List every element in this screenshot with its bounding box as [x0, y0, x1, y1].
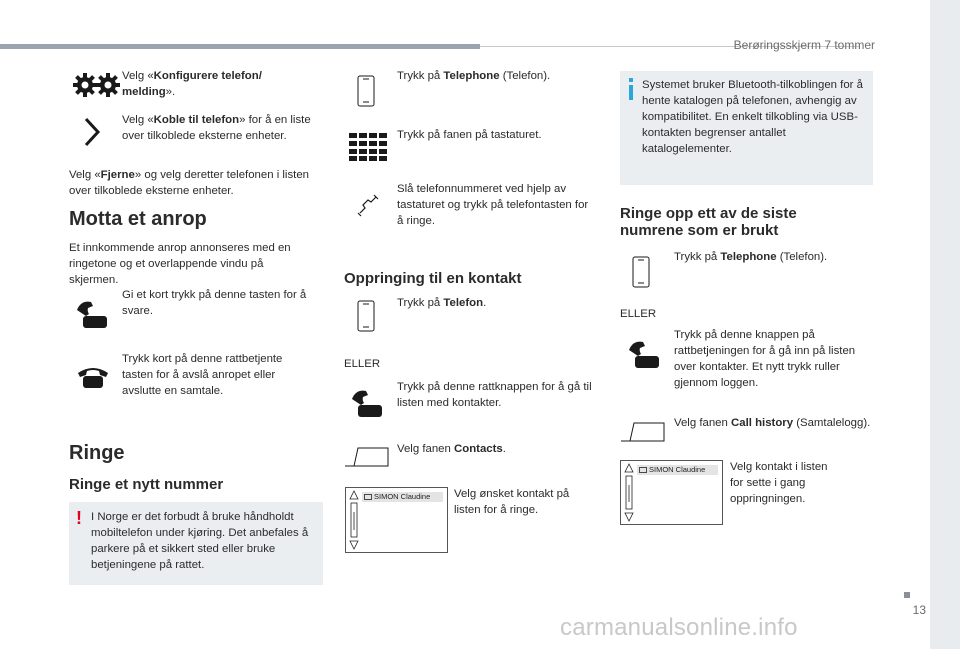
receive-call-heading: Motta et anrop: [69, 208, 207, 230]
dial-number-text: Slå telefonnummeret ved hjelp av tastaturet og trykk på telefontasten for å ringe.: [397, 183, 589, 227]
tab-shape-icon: [620, 422, 666, 442]
keypad-tab-text: Trykk på fanen på tastaturet.: [397, 129, 542, 141]
or-label: ELLER: [344, 358, 381, 370]
warning-note: [69, 502, 323, 585]
receive-call-text: Et innkommende anrop annonseres med en ringetone og et overlappende vindu på skjermen.: [69, 242, 291, 286]
warning-text: I Norge er det forbudt å bruke håndholdt mobiltelefon under kjøring. Det anbefales å parkere på et sikkert sted eller bruke betjeningene på rattet.: [91, 511, 309, 571]
hang-up-phone-icon: [76, 365, 110, 389]
steering-phone-icon: [627, 338, 661, 370]
contact-list-screen: [345, 487, 448, 553]
scrollbar: [623, 463, 635, 522]
smartphone-icon: [357, 300, 375, 332]
keypad-icon: [349, 133, 387, 161]
contact-card-icon: [639, 467, 647, 473]
configure-phone-text: Velg «Konfigurere telefon/ melding».: [122, 70, 262, 98]
info-text: Systemet bruker Bluetooth-tilkoblingen for å hente katalogen på telefonen, avhengig av kompatibilitet. En enkelt tilkobling via USB-kontakten begrenser antallet katalogelementer.: [642, 79, 863, 155]
contact-list-item: SIMON Claudine: [362, 492, 443, 502]
header-title: Berøringsskjerm 7 tommer: [733, 38, 875, 52]
page-number: 13: [912, 603, 926, 617]
tab-shape-icon: [344, 447, 390, 467]
wheel-history-text: Trykk på denne knappen på rattbetjeningen for å gå inn på listen over kontakter. Et nytt trykk ruller gjennom loggen.: [674, 329, 856, 389]
info-icon: [627, 78, 635, 100]
select-contact-text: Velg ønsket kontakt på listen for å ringe.: [454, 488, 570, 516]
answer-call-text: Gi et kort trykk på denne tasten for å svare.: [122, 289, 307, 317]
contact-card-icon: [364, 494, 372, 500]
settings-gears-icon: [72, 72, 122, 98]
smartphone-icon: [357, 75, 375, 107]
contact-call-heading: Oppringing til en kontakt: [344, 270, 522, 287]
steering-phone-icon: [350, 387, 384, 419]
new-number-heading: Ringe et nytt nummer: [69, 476, 224, 493]
reject-call-text: Trykk kort på denne rattbetjente tasten for å avslå anropet eller avslutte en samtale.: [122, 353, 283, 397]
scrollbar: [348, 490, 360, 550]
history-tab-text: Velg fanen Call history (Samtalelogg).: [674, 417, 871, 429]
press-telephone-text-2: Trykk på Telephone (Telefon).: [674, 251, 828, 263]
remove-phone-text: Velg «Fjerne» og velg deretter telefonen i listen over tilkoblede eksterne enheter.: [69, 169, 309, 197]
connect-phone-text: Velg «Koble til telefon» for å en liste over tilkoblede eksterne enheter.: [122, 114, 311, 142]
watermark: carmanualsonline.info: [560, 614, 798, 641]
answer-phone-icon: [75, 298, 109, 330]
chevron-right-icon: [83, 117, 101, 147]
info-note: [620, 71, 873, 185]
continued-marker: [904, 592, 910, 598]
press-telephone-text: Trykk på Telephone (Telefon).: [397, 70, 551, 82]
side-strip: [930, 0, 960, 649]
history-list-screen: [620, 460, 723, 525]
select-history-contact-text: Velg kontakt i listen for sette i gang oppringningen.: [730, 461, 828, 505]
smartphone-icon: [632, 256, 650, 288]
recent-numbers-heading: Ringe opp ett av de siste numrene som er brukt: [620, 205, 797, 239]
or-label-2: ELLER: [620, 308, 657, 320]
handset-outline-icon: [356, 193, 380, 217]
press-telefon-text: Trykk på Telefon.: [397, 297, 487, 309]
header-rule: [0, 44, 480, 49]
history-list-item: SIMON Claudine: [637, 465, 718, 475]
call-heading: Ringe: [69, 442, 125, 464]
warning-icon: !: [76, 508, 82, 528]
wheel-contacts-text: Trykk på denne rattknappen for å gå til listen med kontakter.: [397, 381, 592, 409]
contacts-tab-text: Velg fanen Contacts.: [397, 443, 506, 455]
